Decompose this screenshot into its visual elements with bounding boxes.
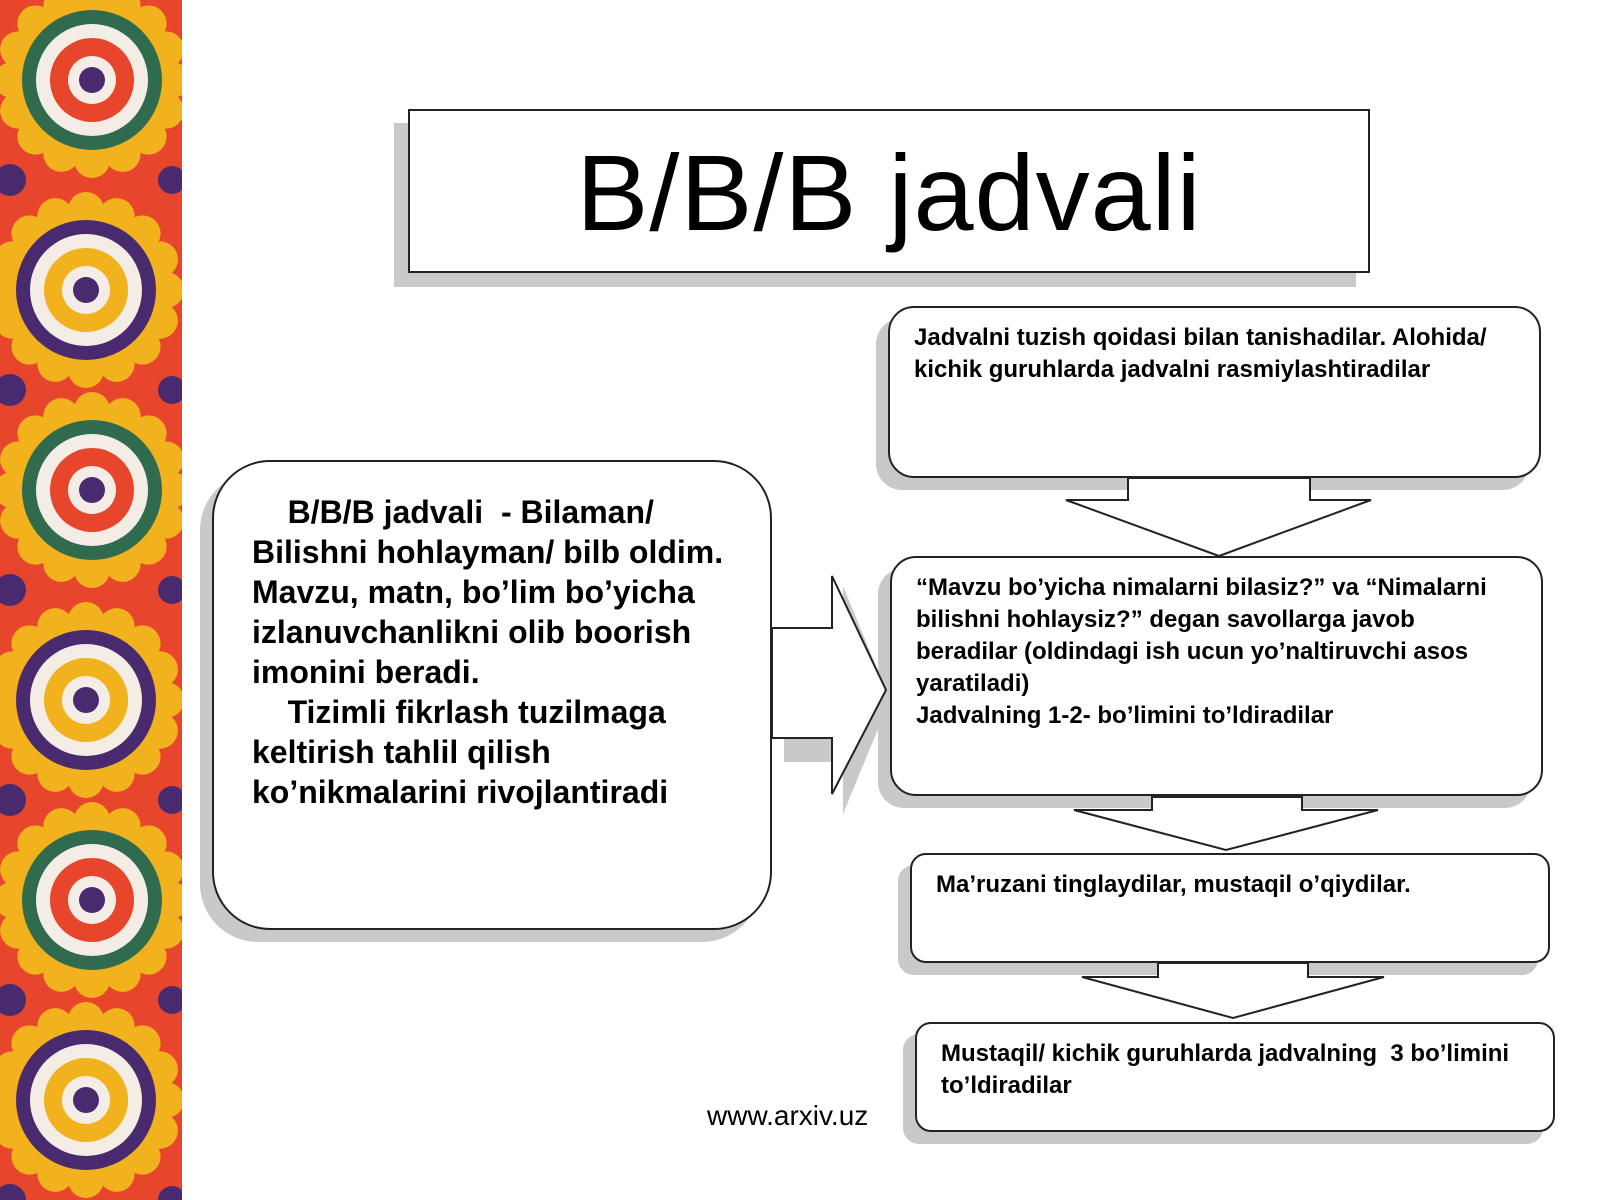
slide-title: B/B/B jadvali <box>576 132 1202 253</box>
description-paragraph-2: Mavzu, matn, bo’lim bo’yicha izlanuvchanlikni olib boorish imonini beradi. <box>252 574 704 690</box>
description-box <box>212 460 772 930</box>
description-paragraph-3: Tizimli fikrlash tuzilmaga keltirish tahlil qilish ko’nikmalarini rivojlantiradi <box>252 694 675 810</box>
down-arrow-icon-2 <box>1074 797 1378 850</box>
step-box-1 <box>888 306 1541 478</box>
step-2-text: “Mavzu bo’yicha nimalarni bilasiz?” va “Nimalarni bilishni hohlaysiz?” degan savollarga javob beradilar (oldindagi ish ucun yo’naltiruvchi asos yaratiladi) Jadvalning 1-2- bo’limini to’ldiradilar <box>916 574 1487 729</box>
footer-url: www.arxiv.uz <box>707 1100 869 1131</box>
down-arrow-icon-1 <box>1066 478 1371 556</box>
step-4-text: Mustaqil/ kichik guruhlarda jadvalning 3 bo’limini to’ldiradilar <box>941 1040 1516 1099</box>
down-arrow-icon-3 <box>1082 963 1384 1018</box>
right-arrow-icon <box>772 576 890 814</box>
step-box-3 <box>910 853 1550 963</box>
title-box <box>408 109 1370 273</box>
step-box-4 <box>915 1022 1555 1132</box>
step-box-2 <box>890 556 1543 796</box>
decorative-suzani-strip <box>0 0 182 1200</box>
step-1-text: Jadvalni tuzish qoidasi bilan tanishadilar. Alohida/ kichik guruhlarda jadvalni rasmiylashtiradilar <box>914 324 1494 383</box>
description-paragraph-1: B/B/B jadvali - Bilaman/ Bilishni hohlayman/ bilb oldim. <box>252 494 724 570</box>
step-3-text: Ma’ruzani tinglaydilar, mustaqil o’qiydilar. <box>936 871 1411 898</box>
